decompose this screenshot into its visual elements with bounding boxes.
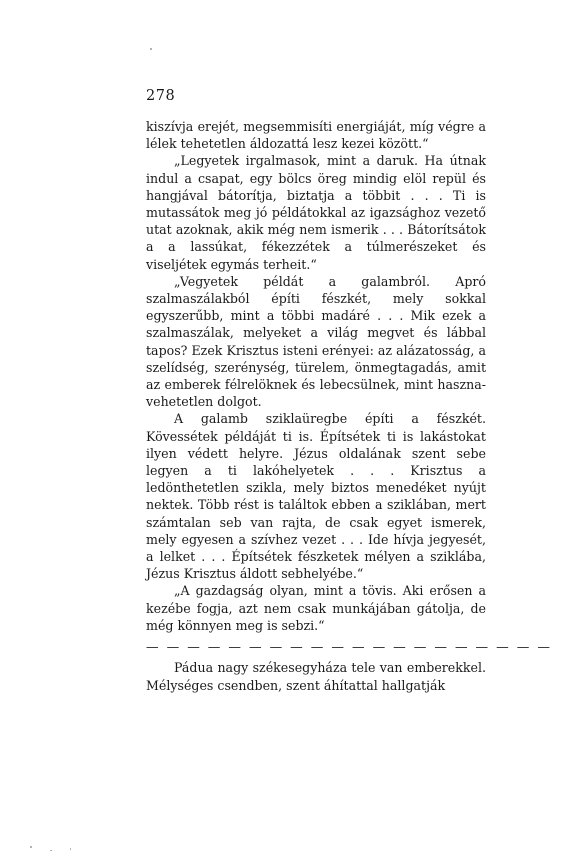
paragraph: „Vegyetek példát a galambról. Apró szalmaszálakból építi fészkét, mely sokkal egyszerűbb, mint a többi madáré . . . Mik ezek a szalmaszálak, melyeket a világ megvet és lábbal tapos? Ezek Krisztus isteni erényei: az alázatosság, a szelídség, szerénység, türelem, önmegtagadás, amit az emberek félrelöknek és lebecsülnek, mint hasznavehetetlen dolgot. (146, 273, 486, 410)
paragraph: A galamb sziklaüregbe építi a fészkét. Kövessétek példáját ti is. Építsétek ti is lakástokat ilyen védett helyre. Jézus oldalának szent sebe legyen a ti lakóhelyetek . . . Krisztus a ledönthetetlen szikla, mely biztos menedéket nyújt nektek. Több rést is találtok ebben a sziklában, mert számtalan seb van rajta, de csak egyet ismerek, mely egyesen a szívhez vezet . . . Ide hívja jegyesét, a lelket . . . Építsétek fészketek mélyen a sziklába, Jézus Krisztus áldott sebhelyébe.“ (146, 411, 486, 582)
body-text (146, 118, 552, 694)
paragraph: „Legyetek irgalmasok, mint a daruk. Ha útnak indul a csapat, egy bölcs öreg mindig elöl repül és hangjával bátorítja, biztatja a többit . . . Ti is mutassátok meg jó példátokkal az igazsághoz vezető utat azoknak, akik még nem ismerik . . . Bátorítsátok a a lassúkat, fékezzétek a túlmerészeket és viseljétek egymás terheit.“ (146, 153, 486, 272)
paragraph: „A gazdagság olyan, mint a tövis. Aki erősen a kezébe fogja, azt nem csak munkájában gátolja, de még könnyen meg is sebzi.“ (146, 583, 486, 633)
section-separator: — — — — — — — — — — — — — — — — — — — — (146, 639, 552, 655)
paragraph: kiszívja erejét, megsemmisíti energiáját, míg végre a lélek tehetetlen áldozattá lesz kezei között.“ (146, 119, 486, 152)
scan-speck (30, 846, 32, 848)
scan-speck (150, 48, 152, 50)
scan-speck (50, 850, 52, 851)
paragraph: Pádua nagy székesegyháza tele van emberekkel. Mélységes csendben, szent áhítattal hallgatják (146, 660, 486, 693)
page-number: 278 (146, 88, 176, 104)
scan-speck (70, 848, 71, 850)
